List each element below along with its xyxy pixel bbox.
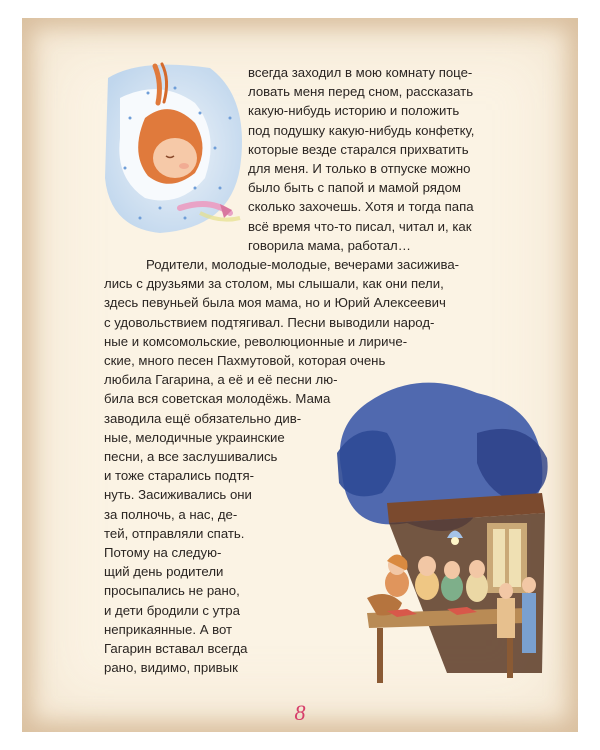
text-line: под подушку какую-нибудь конфетку,	[248, 122, 475, 138]
text-line: и тоже старались подтя-	[104, 468, 255, 484]
text-line: лись с друзьями за столом, мы слышали, как они пели,	[104, 276, 444, 292]
text-line: била вся советская молодёжь. Мама	[104, 391, 331, 407]
text-line: любила Гагарина, а её и её песни лю-	[104, 372, 338, 388]
text-line: Родители, молодые-молодые, вечерами засижива-	[146, 257, 460, 272]
text-line: просыпались не рано,	[104, 583, 240, 599]
text-line: говорила мама, работал…	[248, 237, 411, 253]
text-line: заводила ещё обязательно див-	[104, 410, 302, 426]
text-line: щий день родители	[104, 564, 224, 580]
text-line: ловать меня перед сном, рассказать	[248, 84, 474, 100]
text-line: песни, а все заслушивались	[104, 449, 278, 464]
text-line: ные, мелодичные украинские	[104, 429, 285, 445]
sleeping-girl-illustration	[100, 58, 250, 238]
text-line: за полночь, а нас, де-	[104, 506, 238, 522]
text-line: Гагарин вставал всегда	[104, 641, 248, 656]
text-line: с удовольствием подтягивал. Песни выводили народ-	[104, 314, 435, 330]
page-number: 8	[294, 700, 306, 725]
text-line: неприкаянные. А вот	[104, 621, 233, 637]
text-line: ские, много песен Пахмутовой, которая очень	[104, 353, 386, 368]
text-line: рано, видимо, привык	[104, 660, 238, 676]
text-line: которые везде старался прихватить	[248, 141, 469, 157]
evening-gathering-illustration	[327, 373, 557, 693]
text-line: Потому на следую-	[104, 545, 222, 560]
text-line: всегда заходил в мою комнату поце-	[248, 65, 473, 80]
text-line: для меня. И только в отпуске можно	[248, 161, 471, 176]
text-line: тей, отправляли спать.	[104, 525, 245, 541]
text-line: и дети бродили с утра	[104, 602, 240, 618]
text-line: какую-нибудь историю и положить	[248, 103, 460, 119]
text-line: ные и комсомольские, революционные и лириче-	[104, 333, 408, 349]
text-line: всё время что-то писал, читал и, как	[248, 218, 472, 234]
text-line: было быть с папой и мамой рядом	[248, 180, 462, 196]
text-line: сколько захочешь. Хотя и тогда папа	[248, 199, 474, 215]
text-line: нуть. Засиживались они	[104, 487, 252, 503]
text-line: здесь певуньей была моя мама, но и Юрий Алексеевич	[104, 295, 446, 311]
